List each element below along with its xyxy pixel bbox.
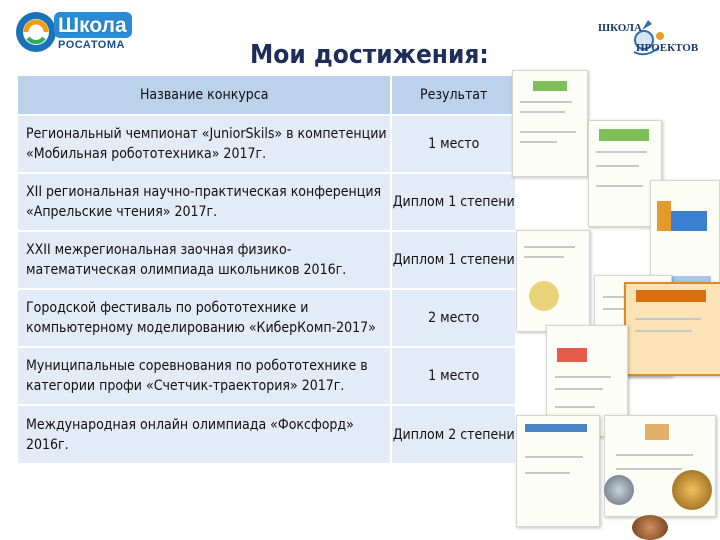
table-row (18, 231, 515, 289)
table-row (18, 173, 515, 231)
logo-right-line2: ПРОЕКТОВ (636, 42, 699, 54)
table-row (18, 405, 515, 463)
diploma-image (624, 282, 720, 376)
medal-icon (632, 515, 668, 540)
column-header-result: Результат (391, 76, 515, 115)
shkola-proektov-logo (590, 18, 715, 73)
result-cell: Диплом 2 степени (391, 405, 515, 463)
contest-cell: Международная онлайн олимпиада «Фоксфорд» 2016г. (18, 405, 391, 463)
contest-cell: Региональный чемпионат «JuniorSkils» в компетенции «Мобильная робототехника» 2017г. (18, 115, 391, 173)
diploma-image (512, 70, 588, 177)
contest-cell: Городской фестиваль по робототехнике и компьютерному моделированию «КиберКомп-2017» (18, 289, 391, 347)
diploma-collage-image (512, 70, 720, 540)
result-cell: 1 место (391, 347, 515, 405)
logo-left-line1: Школа (58, 14, 127, 37)
medal-icon (604, 475, 634, 505)
result-cell: 2 место (391, 289, 515, 347)
contest-cell: XXII межрегиональная заочная физико-математическая олимпиада школьников 2016г. (18, 231, 391, 289)
diploma-image (516, 415, 600, 527)
result-cell: Диплом 1 степени (391, 231, 515, 289)
logo-left-line2: РОСАТОМА (58, 39, 125, 51)
result-cell: Диплом 1 степени (391, 173, 515, 231)
diploma-image (516, 230, 590, 332)
logo-right-line1: ШКОЛА (598, 22, 642, 34)
table-row (18, 347, 515, 405)
contest-cell: XII региональная научно-практическая конференция «Апрельские чтения» 2017г. (18, 173, 391, 231)
shkola-rosatoma-logo (14, 8, 134, 58)
column-header-contest: Название конкурса (18, 76, 391, 115)
result-cell: 1 место (391, 115, 515, 173)
table-row (18, 115, 515, 173)
page-title: Мои достижения: (250, 40, 489, 70)
medal-icon (672, 470, 712, 510)
achievements-table (18, 76, 515, 463)
table-header-row (18, 76, 515, 115)
contest-cell: Муниципальные соревнования по робототехнике в категории профи «Счетчик-траектория» 2017г. (18, 347, 391, 405)
table-row (18, 289, 515, 347)
